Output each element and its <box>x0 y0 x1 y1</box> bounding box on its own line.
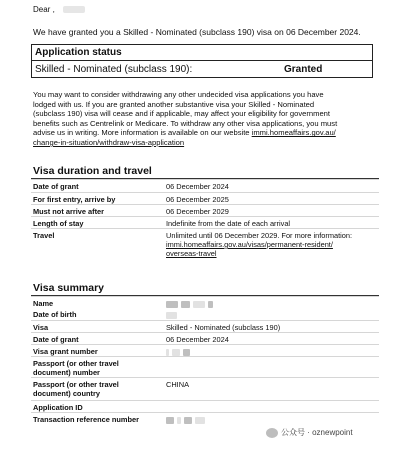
table-row <box>31 204 379 216</box>
row-label: For first entry, arrive by <box>33 195 116 204</box>
row-value: CHINA <box>166 380 189 389</box>
redacted-value <box>184 417 192 424</box>
row-label: Date of grant <box>33 182 79 191</box>
table-row <box>31 412 379 424</box>
row-value: 06 December 2024 <box>166 182 229 191</box>
redacted-name <box>63 6 85 13</box>
row-label: Transaction reference number <box>33 415 139 424</box>
table-row <box>31 179 379 192</box>
application-status-box <box>31 44 373 78</box>
intro-sentence: We have granted you a Skilled - Nominated (subclass 190) visa on 06 December 2024. <box>33 27 361 37</box>
redacted-value <box>166 417 174 424</box>
paragraph-line: lodged with us. If you are granted another substantive visa your Skilled - Nominated <box>33 99 315 109</box>
withdraw-link-part1[interactable]: immi.homeaffairs.gov.au/ <box>251 128 336 138</box>
row-value: 06 December 2024 <box>166 335 229 344</box>
table-row <box>31 377 379 400</box>
withdraw-link-part2[interactable]: change-in-situation/withdraw-visa-application <box>33 137 185 147</box>
watermark <box>266 427 353 438</box>
row-value <box>166 310 376 319</box>
status-label: Skilled - Nominated (subclass 190): <box>35 64 193 75</box>
status-value: Granted <box>284 64 323 75</box>
row-label: Name <box>33 299 54 308</box>
table-row <box>31 400 379 412</box>
redacted-value <box>195 417 205 424</box>
row-label: Visa grant number <box>33 347 98 356</box>
redacted-value <box>181 301 190 308</box>
travel-link-part2[interactable]: overseas-travel <box>166 249 217 258</box>
paragraph-line: advise us in writing. More information is available on our website <box>33 128 250 138</box>
travel-link-part1[interactable]: immi.homeaffairs.gov.au/visas/permanent-resident/ <box>166 240 333 249</box>
redacted-value <box>166 349 169 356</box>
status-row <box>32 61 372 78</box>
table-row <box>31 216 379 228</box>
table-row <box>31 344 379 356</box>
redacted-value <box>193 301 205 308</box>
duration-section-title: Visa duration and travel <box>33 165 152 177</box>
row-label: Date of grant <box>33 335 79 344</box>
row-label: Must not arrive after <box>33 207 105 216</box>
table-row <box>31 308 379 320</box>
paragraph-line: You may want to consider withdrawing any other undecided visa applications you have <box>33 90 324 99</box>
row-value <box>166 415 376 424</box>
row-value: 06 December 2029 <box>166 207 229 216</box>
row-label: Application ID <box>33 403 83 412</box>
row-value <box>166 299 376 308</box>
wechat-icon <box>266 428 278 438</box>
travel-text: Unlimited until 06 December 2029. For more information: <box>166 231 353 240</box>
redacted-value <box>166 301 178 308</box>
row-label: Passport (or other travel document) number <box>33 359 119 377</box>
table-row <box>31 296 379 308</box>
row-label: Date of birth <box>33 310 77 319</box>
row-label: Visa <box>33 323 49 332</box>
summary-table <box>31 296 379 424</box>
table-row <box>31 228 379 262</box>
row-value: Skilled - Nominated (subclass 190) <box>166 323 281 332</box>
status-title: Application status <box>32 45 372 61</box>
row-label: Passport (or other travel document) country <box>33 380 119 398</box>
table-row <box>31 332 379 344</box>
duration-table <box>31 179 379 262</box>
row-label: Travel <box>33 231 55 240</box>
paragraph-line-with-link <box>33 128 383 138</box>
table-row <box>31 320 379 332</box>
redacted-value <box>183 349 190 356</box>
redacted-value <box>208 301 213 308</box>
row-label: Length of stay <box>33 219 84 228</box>
withdraw-paragraph <box>33 90 383 148</box>
greeting <box>33 5 85 14</box>
row-value <box>166 347 376 356</box>
table-row <box>31 192 379 204</box>
paragraph-line: (subclass 190) visa will cease and if applicable, may affect your eligibility for government <box>33 109 331 119</box>
redacted-value <box>166 312 177 319</box>
greeting-text: Dear , <box>33 5 55 14</box>
paragraph-line: benefits such as Centrelink or Medicare. To withdraw any other visa applications, you must <box>33 118 338 128</box>
row-value: Indefinite from the date of each arrival <box>166 219 291 228</box>
summary-section-title: Visa summary <box>33 282 105 294</box>
redacted-value <box>172 349 180 356</box>
redacted-value <box>177 417 181 424</box>
watermark-text: 公众号 · oznewpoint <box>281 428 353 437</box>
row-value: 06 December 2025 <box>166 195 229 204</box>
row-value <box>166 231 376 258</box>
table-row <box>31 356 379 377</box>
